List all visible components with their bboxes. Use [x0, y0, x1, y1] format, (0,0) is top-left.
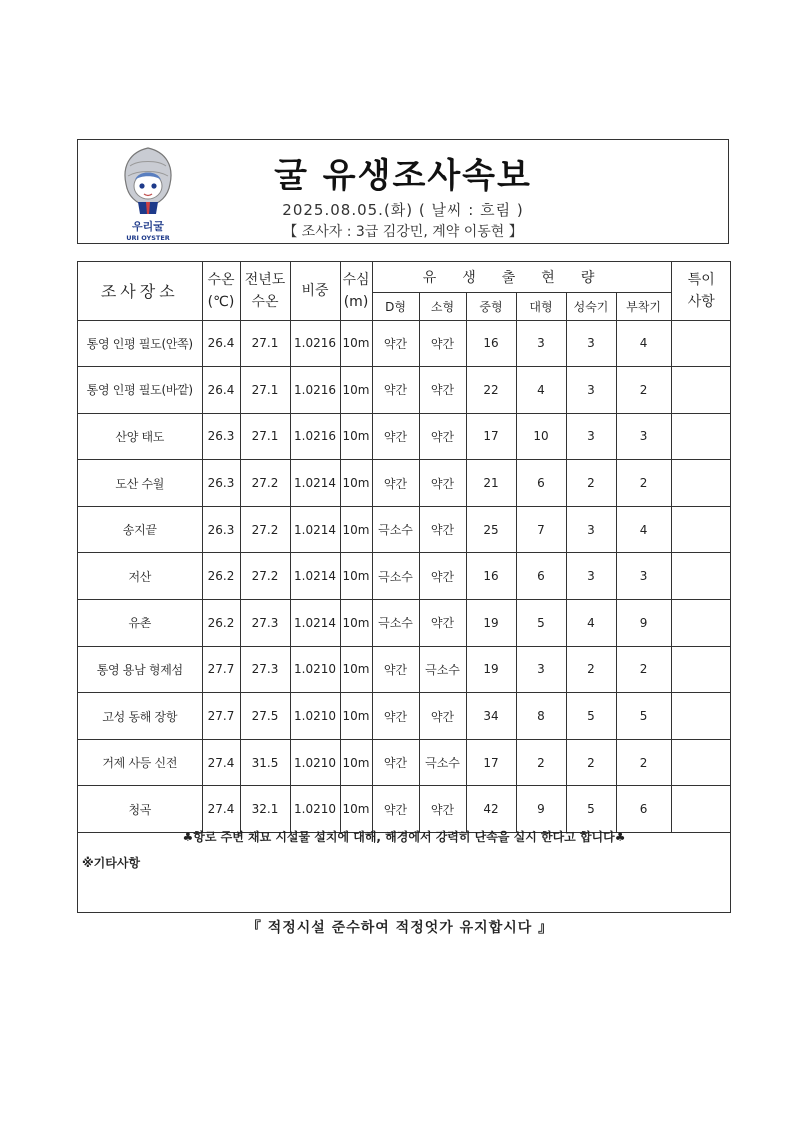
remark-cell	[671, 786, 731, 833]
prev-year-temp-cell: 27.1	[240, 320, 290, 367]
location-cell: 거제 사등 신전	[78, 739, 202, 786]
water-temp-cell: 27.7	[202, 693, 240, 740]
mature-cell: 3	[566, 320, 616, 367]
medium-cell: 17	[466, 739, 516, 786]
medium-cell: 34	[466, 693, 516, 740]
attach-cell: 3	[616, 553, 671, 600]
depth-cell: 10m	[340, 320, 372, 367]
depth-cell: 10m	[340, 739, 372, 786]
prev-year-temp-cell: 27.3	[240, 646, 290, 693]
d-type-cell: 극소수	[372, 553, 419, 600]
water-temp-cell: 26.3	[202, 460, 240, 507]
table-row	[78, 553, 731, 600]
subheader-small: 소형	[419, 292, 466, 320]
d-type-cell: 약간	[372, 646, 419, 693]
location-cell: 통영 용남 형제섬	[78, 646, 202, 693]
large-cell: 2	[516, 739, 566, 786]
mature-cell: 3	[566, 553, 616, 600]
mature-cell: 3	[566, 506, 616, 553]
mature-cell: 5	[566, 786, 616, 833]
attach-cell: 9	[616, 600, 671, 647]
table-header-row	[78, 262, 731, 292]
large-cell: 5	[516, 600, 566, 647]
table-row	[78, 786, 731, 833]
d-type-cell: 약간	[372, 413, 419, 460]
attach-cell: 4	[616, 320, 671, 367]
table-row	[78, 646, 731, 693]
water-temp-cell: 26.3	[202, 506, 240, 553]
specific-gravity-cell: 1.0214	[290, 553, 340, 600]
depth-cell: 10m	[340, 600, 372, 647]
d-type-cell: 극소수	[372, 600, 419, 647]
water-temp-cell: 27.4	[202, 786, 240, 833]
small-cell: 약간	[419, 460, 466, 507]
depth-cell: 10m	[340, 506, 372, 553]
table-row	[78, 693, 731, 740]
water-temp-cell: 26.4	[202, 320, 240, 367]
remark-cell	[671, 367, 731, 414]
subheader-large: 대형	[516, 292, 566, 320]
water-temp-cell: 27.7	[202, 646, 240, 693]
medium-cell: 17	[466, 413, 516, 460]
location-cell: 저산	[78, 553, 202, 600]
attach-cell: 2	[616, 367, 671, 414]
attach-cell: 2	[616, 739, 671, 786]
header-specific-gravity: 비중	[290, 262, 340, 320]
survey-table-box	[77, 261, 731, 913]
specific-gravity-cell: 1.0216	[290, 367, 340, 414]
medium-cell: 22	[466, 367, 516, 414]
specific-gravity-cell: 1.0214	[290, 506, 340, 553]
specific-gravity-cell: 1.0210	[290, 693, 340, 740]
specific-gravity-cell: 1.0216	[290, 413, 340, 460]
mature-cell: 3	[566, 413, 616, 460]
header-location: 조사장소	[78, 262, 202, 320]
subheader-mature: 성숙기	[566, 292, 616, 320]
survey-table	[78, 262, 731, 833]
large-cell: 6	[516, 553, 566, 600]
medium-cell: 42	[466, 786, 516, 833]
specific-gravity-cell: 1.0214	[290, 460, 340, 507]
medium-cell: 19	[466, 646, 516, 693]
header-depth: 수심 (m)	[340, 262, 372, 320]
mature-cell: 5	[566, 693, 616, 740]
small-cell: 약간	[419, 600, 466, 647]
table-row	[78, 367, 731, 414]
large-cell: 4	[516, 367, 566, 414]
attach-cell: 4	[616, 506, 671, 553]
remark-cell	[671, 413, 731, 460]
report-date-weather: 2025.08.05.(화) ( 날씨 : 흐림 )	[282, 201, 524, 219]
prev-year-temp-cell: 27.1	[240, 367, 290, 414]
subheader-d-type: D형	[372, 292, 419, 320]
medium-cell: 25	[466, 506, 516, 553]
d-type-cell: 약간	[372, 460, 419, 507]
mature-cell: 2	[566, 739, 616, 786]
specific-gravity-cell: 1.0210	[290, 646, 340, 693]
attach-cell: 2	[616, 460, 671, 507]
d-type-cell: 극소수	[372, 506, 419, 553]
specific-gravity-cell: 1.0216	[290, 320, 340, 367]
small-cell: 약간	[419, 413, 466, 460]
medium-cell: 16	[466, 320, 516, 367]
depth-cell: 10m	[340, 693, 372, 740]
subheader-medium: 중형	[466, 292, 516, 320]
remark-cell	[671, 506, 731, 553]
remark-cell	[671, 600, 731, 647]
prev-year-temp-cell: 27.2	[240, 553, 290, 600]
d-type-cell: 약간	[372, 367, 419, 414]
header-prev-year-temp: 전년도 수온	[240, 262, 290, 320]
attach-cell: 6	[616, 786, 671, 833]
table-row	[78, 600, 731, 647]
location-cell: 고성 동해 장항	[78, 693, 202, 740]
report-header	[77, 139, 729, 244]
depth-cell: 10m	[340, 786, 372, 833]
large-cell: 10	[516, 413, 566, 460]
attach-cell: 3	[616, 413, 671, 460]
header-remarks: 특이 사항	[671, 262, 731, 320]
mature-cell: 2	[566, 646, 616, 693]
mature-cell: 2	[566, 460, 616, 507]
remark-cell	[671, 739, 731, 786]
medium-cell: 21	[466, 460, 516, 507]
attach-cell: 2	[616, 646, 671, 693]
location-cell: 산양 태도	[78, 413, 202, 460]
prev-year-temp-cell: 27.2	[240, 506, 290, 553]
location-cell: 통영 인평 필도(바깥)	[78, 367, 202, 414]
location-cell: 청곡	[78, 786, 202, 833]
remark-cell	[671, 693, 731, 740]
large-cell: 3	[516, 646, 566, 693]
prev-year-temp-cell: 27.3	[240, 600, 290, 647]
location-cell: 통영 인평 필도(안쪽)	[78, 320, 202, 367]
small-cell: 약간	[419, 320, 466, 367]
small-cell: 약간	[419, 553, 466, 600]
table-row	[78, 739, 731, 786]
water-temp-cell: 26.4	[202, 367, 240, 414]
prev-year-temp-cell: 27.5	[240, 693, 290, 740]
d-type-cell: 약간	[372, 693, 419, 740]
other-remarks-label: ※기타사항	[82, 856, 141, 870]
remark-cell	[671, 320, 731, 367]
remark-cell	[671, 646, 731, 693]
header-spawn-status: 유생출현량	[372, 262, 671, 292]
water-temp-cell: 26.2	[202, 553, 240, 600]
surveyor-line: 【 조사자 : 3급 김강민, 계약 이동현 】	[283, 224, 523, 240]
large-cell: 9	[516, 786, 566, 833]
attach-cell: 5	[616, 693, 671, 740]
depth-cell: 10m	[340, 460, 372, 507]
specific-gravity-cell: 1.0214	[290, 600, 340, 647]
small-cell: 극소수	[419, 739, 466, 786]
specific-gravity-cell: 1.0210	[290, 786, 340, 833]
large-cell: 8	[516, 693, 566, 740]
d-type-cell: 약간	[372, 739, 419, 786]
logo-text: 우리굴	[132, 220, 164, 233]
footer-slogan: 『 적정시설 준수하여 적정엇가 유지합시다 』	[246, 920, 554, 936]
mature-cell: 3	[566, 367, 616, 414]
depth-cell: 10m	[340, 553, 372, 600]
large-cell: 6	[516, 460, 566, 507]
depth-cell: 10m	[340, 367, 372, 414]
prev-year-temp-cell: 27.2	[240, 460, 290, 507]
medium-cell: 19	[466, 600, 516, 647]
specific-gravity-cell: 1.0210	[290, 739, 340, 786]
d-type-cell: 약간	[372, 786, 419, 833]
small-cell: 약간	[419, 693, 466, 740]
mature-cell: 4	[566, 600, 616, 647]
small-cell: 극소수	[419, 646, 466, 693]
small-cell: 약간	[419, 786, 466, 833]
report-title: 굴 유생조사속보	[274, 156, 532, 196]
remark-cell	[671, 460, 731, 507]
depth-cell: 10m	[340, 413, 372, 460]
logo-subtext: URI OYSTER	[126, 234, 170, 242]
small-cell: 약간	[419, 506, 466, 553]
table-row	[78, 460, 731, 507]
large-cell: 3	[516, 320, 566, 367]
water-temp-cell: 26.3	[202, 413, 240, 460]
depth-cell: 10m	[340, 646, 372, 693]
location-cell: 송지끝	[78, 506, 202, 553]
table-body	[78, 320, 731, 833]
water-temp-cell: 27.4	[202, 739, 240, 786]
large-cell: 7	[516, 506, 566, 553]
notice-text: ♣항로 주변 채묘 시설물 설치에 대해, 해경에서 강력히 단속을 실시 한다고 합니다♣	[182, 830, 626, 844]
subheader-attach: 부착기	[616, 292, 671, 320]
table-row	[78, 413, 731, 460]
d-type-cell: 약간	[372, 320, 419, 367]
small-cell: 약간	[419, 367, 466, 414]
medium-cell: 16	[466, 553, 516, 600]
table-row	[78, 506, 731, 553]
prev-year-temp-cell: 31.5	[240, 739, 290, 786]
prev-year-temp-cell: 27.1	[240, 413, 290, 460]
location-cell: 유촌	[78, 600, 202, 647]
location-cell: 도산 수월	[78, 460, 202, 507]
header-water-temp: 수온 (℃)	[202, 262, 240, 320]
prev-year-temp-cell: 32.1	[240, 786, 290, 833]
table-row	[78, 320, 731, 367]
water-temp-cell: 26.2	[202, 600, 240, 647]
remark-cell	[671, 553, 731, 600]
